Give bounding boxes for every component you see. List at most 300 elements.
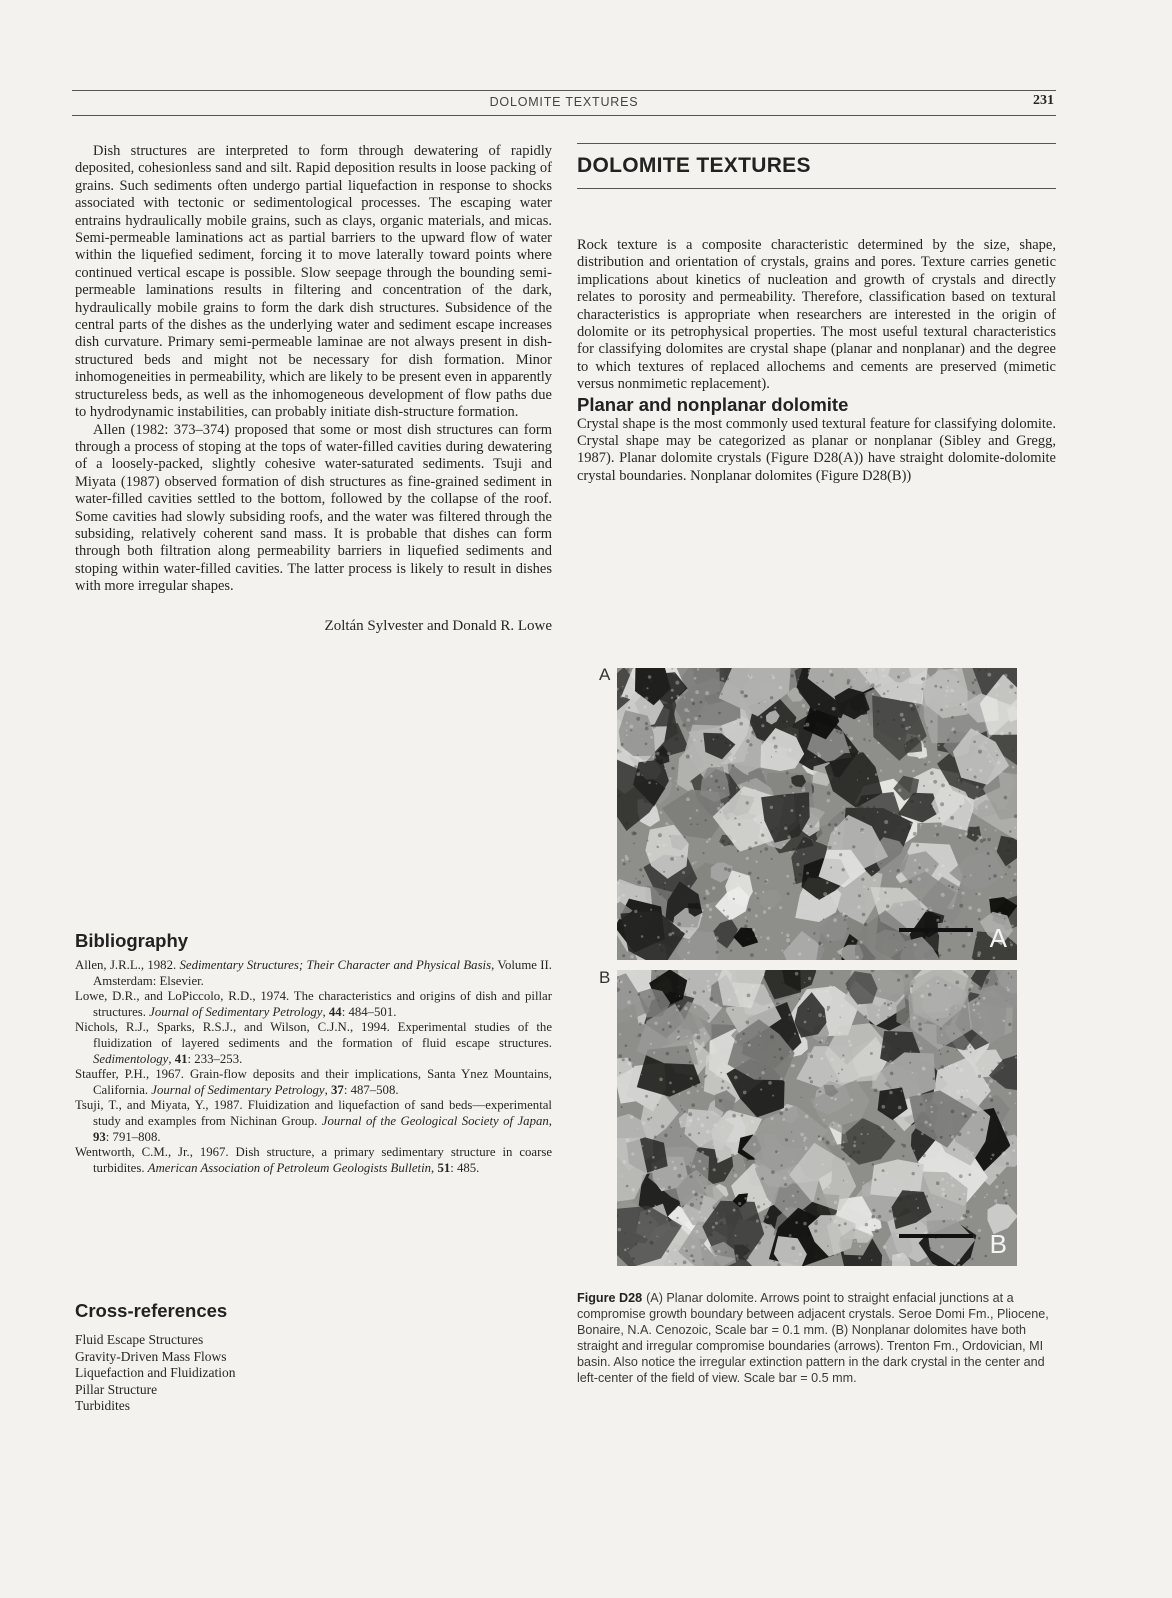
speckle — [638, 993, 641, 996]
speckle — [898, 801, 901, 804]
speckle — [700, 1216, 702, 1218]
speckle — [836, 1080, 838, 1082]
speckle — [897, 869, 901, 873]
bibliography-entry: Tsuji, T., and Miyata, Y., 1987. Fluidization and liquefaction of sand beds—experimental study and examples from Nichinan Group. Journal of the Geological Society of Japan, 93: 791–808. — [75, 1098, 552, 1144]
speckle — [909, 880, 913, 884]
speckle — [1003, 1020, 1006, 1023]
speckle — [849, 1155, 852, 1158]
speckle — [842, 1058, 845, 1061]
speckle — [750, 1095, 752, 1097]
speckle — [803, 841, 805, 843]
speckle — [973, 1179, 974, 1180]
speckle — [901, 1143, 903, 1145]
speckle — [818, 754, 821, 757]
speckle — [878, 978, 880, 980]
speckle — [1000, 1059, 1003, 1062]
speckle — [626, 730, 628, 732]
speckle — [1008, 972, 1010, 974]
article-title-block — [577, 143, 1056, 189]
speckle — [898, 789, 901, 792]
speckle — [882, 1169, 885, 1172]
speckle — [931, 1111, 933, 1113]
speckle — [867, 798, 869, 800]
speckle — [698, 1132, 700, 1134]
speckle — [822, 1138, 824, 1140]
speckle — [799, 998, 801, 1000]
speckle — [742, 1061, 744, 1063]
speckle — [786, 938, 790, 942]
speckle — [699, 1152, 701, 1154]
speckle — [901, 1090, 903, 1092]
speckle — [757, 984, 758, 985]
speckle — [964, 971, 966, 973]
speckle — [672, 1090, 675, 1093]
speckle — [700, 1202, 703, 1205]
speckle — [870, 1052, 873, 1055]
speckle — [803, 853, 805, 855]
speckle — [914, 859, 917, 862]
speckle — [809, 823, 811, 825]
speckle — [893, 1217, 896, 1220]
speckle — [691, 698, 694, 701]
bib-entry-volume: 44 — [328, 1004, 342, 1019]
speckle — [758, 1104, 760, 1106]
speckle — [970, 832, 972, 834]
speckle — [677, 1005, 680, 1008]
speckle — [937, 1019, 939, 1021]
speckle — [818, 703, 820, 705]
speckle — [926, 1262, 929, 1265]
speckle — [985, 1255, 988, 1258]
speckle — [959, 1068, 963, 1072]
speckle — [654, 1205, 656, 1207]
speckle — [882, 1135, 884, 1137]
speckle — [636, 878, 637, 879]
speckle — [965, 1216, 967, 1218]
speckle — [833, 1220, 837, 1224]
speckle — [761, 1177, 764, 1180]
speckle — [654, 1022, 657, 1025]
speckle — [958, 779, 959, 780]
speckle — [973, 1004, 975, 1006]
speckle — [959, 904, 963, 908]
speckle — [618, 795, 621, 798]
speckle — [1013, 879, 1016, 882]
speckle — [936, 919, 939, 922]
speckle — [664, 1134, 668, 1138]
speckle — [883, 1052, 885, 1054]
speckle — [978, 1075, 981, 1078]
speckle — [826, 989, 829, 992]
speckle — [928, 993, 932, 997]
speckle — [871, 1087, 872, 1088]
speckle — [663, 673, 666, 676]
speckle — [831, 1097, 834, 1100]
speckle — [792, 1161, 793, 1162]
speckle — [854, 1223, 857, 1226]
speckle — [906, 741, 908, 743]
speckle — [995, 751, 997, 753]
speckle — [805, 894, 807, 896]
speckle — [959, 837, 961, 839]
speckle — [810, 1080, 813, 1083]
speckle — [989, 1079, 993, 1083]
speckle — [977, 908, 981, 912]
speckle — [681, 1109, 683, 1111]
speckle — [786, 875, 789, 878]
speckle — [807, 1055, 809, 1057]
speckle — [626, 1185, 629, 1188]
speckle — [972, 691, 975, 694]
speckle — [634, 783, 637, 786]
speckle — [944, 920, 946, 922]
speckle — [722, 840, 725, 843]
speckle — [671, 689, 674, 692]
speckle — [779, 1089, 782, 1092]
speckle — [730, 949, 732, 951]
speckle — [770, 1035, 774, 1039]
speckle — [648, 675, 652, 679]
bib-entry-journal: American Association of Petroleum Geologists Bulletin — [147, 1160, 432, 1175]
speckle — [890, 1072, 894, 1076]
speckle — [863, 693, 866, 696]
speckle — [1015, 1056, 1017, 1058]
speckle — [637, 1128, 638, 1129]
speckle — [844, 1222, 847, 1225]
speckle — [725, 742, 727, 744]
speckle — [672, 1161, 674, 1163]
speckle — [687, 952, 690, 955]
speckle — [902, 672, 904, 674]
speckle — [929, 1123, 932, 1126]
speckle — [748, 1005, 752, 1009]
bib-entry-pages: : 487–508. — [343, 1082, 399, 1097]
speckle — [760, 1035, 762, 1037]
speckle — [920, 824, 922, 826]
speckle — [978, 1229, 981, 1232]
speckle — [697, 1118, 700, 1121]
speckle — [696, 1090, 698, 1092]
speckle — [676, 785, 678, 787]
speckle — [629, 861, 630, 862]
speckle — [744, 1197, 747, 1200]
speckle — [654, 1169, 656, 1171]
speckle — [675, 780, 676, 781]
speckle — [936, 980, 939, 983]
speckle — [930, 771, 934, 775]
speckle — [816, 898, 819, 901]
speckle — [886, 899, 887, 900]
speckle — [623, 1160, 627, 1164]
speckle — [681, 1083, 683, 1085]
speckle — [796, 863, 799, 866]
body-paragraph: Allen (1982: 373–374) proposed that some or most dish structures can form through a process of stoping at the tops of water-filled cavities during dewatering of a loosely-packed, slightly cohesive water-saturated sediments. Tsuji and Miyata (1987) observed formation of dish structures as fine-grained sediment in water-filled cavities settled to the bottom, followed by the collapse of the roof. Some cavities had slowly subsiding roofs, and the water was filtered through the subsiding, relatively coherent sand mass. It is probable that dishes can form through both filtration along permeability barriers in liquefied sediments and stoping within water-filled cavities. The latter process is likely to result in dishes with more irregular shapes. — [75, 421, 552, 595]
speckle — [670, 1127, 672, 1129]
speckle — [760, 851, 762, 853]
speckle — [963, 1029, 965, 1031]
speckle — [720, 1072, 722, 1074]
speckle — [796, 851, 797, 852]
speckle — [622, 894, 625, 897]
speckle — [840, 705, 842, 707]
speckle — [782, 720, 785, 723]
speckle — [693, 901, 696, 904]
speckle — [850, 686, 852, 688]
speckle — [884, 891, 887, 894]
speckle — [658, 1000, 659, 1001]
speckle — [872, 871, 874, 873]
speckle — [810, 1055, 814, 1059]
speckle — [671, 767, 674, 770]
speckle — [722, 1080, 725, 1083]
speckle — [682, 724, 685, 727]
speckle — [683, 1247, 685, 1249]
speckle — [914, 872, 917, 875]
speckle — [970, 1051, 972, 1053]
speckle — [638, 1222, 640, 1224]
speckle — [728, 843, 730, 845]
speckle — [680, 1136, 681, 1137]
speckle — [951, 886, 954, 889]
speckle — [927, 727, 929, 729]
speckle — [897, 979, 900, 982]
speckle — [921, 1132, 924, 1135]
speckle — [819, 1041, 822, 1044]
speckle — [619, 689, 622, 692]
speckle — [734, 990, 737, 993]
speckle — [897, 1048, 900, 1051]
speckle — [655, 970, 657, 972]
bib-entry-journal: Sedimentology — [93, 1051, 169, 1066]
speckle — [667, 1250, 668, 1251]
speckle — [976, 936, 978, 938]
speckle — [669, 1082, 672, 1085]
speckle — [688, 940, 690, 942]
speckle — [704, 1140, 705, 1141]
speckle — [946, 1182, 948, 1184]
speckle — [659, 1078, 663, 1082]
speckle — [828, 846, 831, 849]
speckle — [781, 981, 785, 985]
speckle — [805, 764, 808, 767]
speckle — [746, 938, 748, 940]
speckle — [859, 1245, 861, 1247]
speckle — [972, 834, 974, 836]
speckle — [931, 1257, 934, 1260]
speckle — [886, 905, 890, 909]
speckle — [871, 1044, 873, 1046]
speckle — [951, 1177, 953, 1179]
speckle — [722, 1021, 724, 1023]
speckle — [854, 679, 855, 680]
bibliography-entry: Stauffer, P.H., 1967. Grain-flow deposits and their implications, Santa Ynez Mountains, California. Journal of Sedimentary Petrology, 37: 487–508. — [75, 1067, 552, 1097]
speckle — [636, 1036, 637, 1037]
speckle — [901, 724, 905, 728]
speckle — [677, 1038, 679, 1040]
speckle — [869, 669, 872, 672]
speckle — [959, 1198, 961, 1200]
speckle — [710, 1233, 713, 1236]
speckle — [678, 986, 681, 989]
speckle — [945, 1008, 947, 1010]
speckle — [705, 1047, 706, 1048]
speckle — [648, 853, 651, 856]
speckle — [913, 832, 917, 836]
speckle — [755, 1246, 758, 1249]
speckle — [939, 1050, 940, 1051]
speckle — [805, 723, 809, 727]
cross-references-heading: Cross-references — [75, 1300, 228, 1321]
speckle — [632, 1257, 635, 1260]
speckle — [941, 1188, 945, 1192]
speckle — [698, 715, 701, 718]
speckle — [795, 1260, 797, 1262]
speckle — [758, 1044, 759, 1045]
speckle — [775, 1150, 778, 1153]
speckle — [715, 1222, 718, 1225]
speckle — [946, 705, 948, 707]
speckle — [694, 1006, 697, 1009]
speckle — [808, 669, 811, 672]
speckle — [730, 1032, 731, 1033]
speckle — [748, 872, 751, 875]
speckle — [970, 1046, 972, 1048]
speckle — [839, 731, 842, 734]
speckle — [846, 1181, 848, 1183]
speckle — [983, 1117, 985, 1119]
speckle — [642, 926, 645, 929]
speckle — [795, 1202, 796, 1203]
speckle — [650, 736, 653, 739]
speckle — [720, 728, 723, 731]
speckle — [953, 1148, 955, 1150]
author-line: Zoltán Sylvester and Donald R. Lowe — [324, 617, 552, 634]
speckle — [878, 742, 880, 744]
speckle — [749, 723, 753, 727]
speckle — [1012, 1142, 1013, 1143]
speckle — [746, 857, 749, 860]
speckle — [708, 838, 711, 841]
speckle — [693, 991, 697, 995]
speckle — [789, 851, 791, 853]
micrograph-a — [617, 668, 1017, 960]
speckle — [971, 1258, 973, 1260]
speckle — [621, 1175, 623, 1177]
bib-entry-authors: Allen, J.R.L., 1982. — [75, 958, 180, 972]
speckle — [959, 805, 961, 807]
bibliography — [75, 930, 552, 1176]
speckle — [761, 834, 764, 837]
speckle — [1009, 830, 1011, 832]
speckle — [1011, 976, 1013, 978]
speckle — [764, 701, 766, 703]
speckle — [844, 919, 846, 921]
speckle — [756, 861, 758, 863]
speckle — [934, 824, 937, 827]
speckle — [871, 683, 875, 687]
speckle — [823, 1119, 825, 1121]
speckle — [808, 977, 811, 980]
speckle — [815, 760, 817, 762]
speckle — [865, 1228, 867, 1230]
speckle — [901, 887, 903, 889]
speckle — [707, 985, 710, 988]
speckle — [842, 812, 844, 814]
speckle — [1004, 1192, 1008, 1196]
speckle — [889, 1060, 893, 1064]
speckle — [869, 1233, 872, 1236]
speckle — [787, 835, 790, 838]
speckle — [974, 1196, 976, 1198]
speckle — [816, 1104, 817, 1105]
right-column — [577, 143, 1056, 485]
speckle — [712, 1226, 715, 1229]
speckle — [978, 893, 981, 896]
speckle — [695, 690, 699, 694]
speckle — [622, 1058, 625, 1061]
cross-reference-item: Fluid Escape Structures — [75, 1332, 204, 1347]
speckle — [651, 1106, 652, 1107]
speckle — [922, 1154, 925, 1157]
speckle — [876, 1217, 877, 1218]
speckle — [789, 1234, 792, 1237]
speckle — [660, 811, 663, 814]
speckle — [698, 1160, 701, 1163]
speckle — [688, 1133, 691, 1136]
speckle — [959, 1174, 963, 1178]
speckle — [745, 917, 747, 919]
figure-caption — [577, 1290, 1055, 1386]
speckle — [841, 1146, 844, 1149]
speckle — [765, 882, 767, 884]
speckle — [661, 1125, 665, 1129]
speckle — [866, 806, 869, 809]
speckle — [632, 1188, 636, 1192]
speckle — [989, 760, 992, 763]
speckle — [703, 1167, 706, 1170]
running-head — [72, 90, 1056, 116]
speckle — [834, 842, 837, 845]
speckle — [966, 1226, 969, 1229]
speckle — [810, 870, 812, 872]
speckle — [707, 980, 709, 982]
speckle — [749, 743, 752, 746]
speckle — [827, 799, 830, 802]
speckle — [627, 1248, 629, 1250]
speckle — [766, 937, 770, 941]
speckle — [978, 918, 981, 921]
speckle — [990, 1099, 993, 1102]
speckle — [780, 1057, 783, 1060]
speckle — [786, 934, 790, 938]
speckle — [715, 936, 719, 940]
speckle — [739, 722, 743, 726]
speckle — [727, 1087, 730, 1090]
speckle — [653, 756, 656, 759]
speckle — [781, 950, 783, 952]
bib-entry-journal: Journal of Sedimentary Petrology — [151, 1082, 325, 1097]
speckle — [641, 1074, 642, 1075]
speckle — [911, 736, 913, 738]
speckle — [648, 781, 651, 784]
speckle — [876, 1013, 879, 1016]
speckle — [634, 765, 637, 768]
speckle — [843, 806, 844, 807]
speckle — [973, 1009, 976, 1012]
speckle — [978, 986, 982, 990]
speckle — [930, 909, 933, 912]
speckle — [664, 768, 665, 769]
